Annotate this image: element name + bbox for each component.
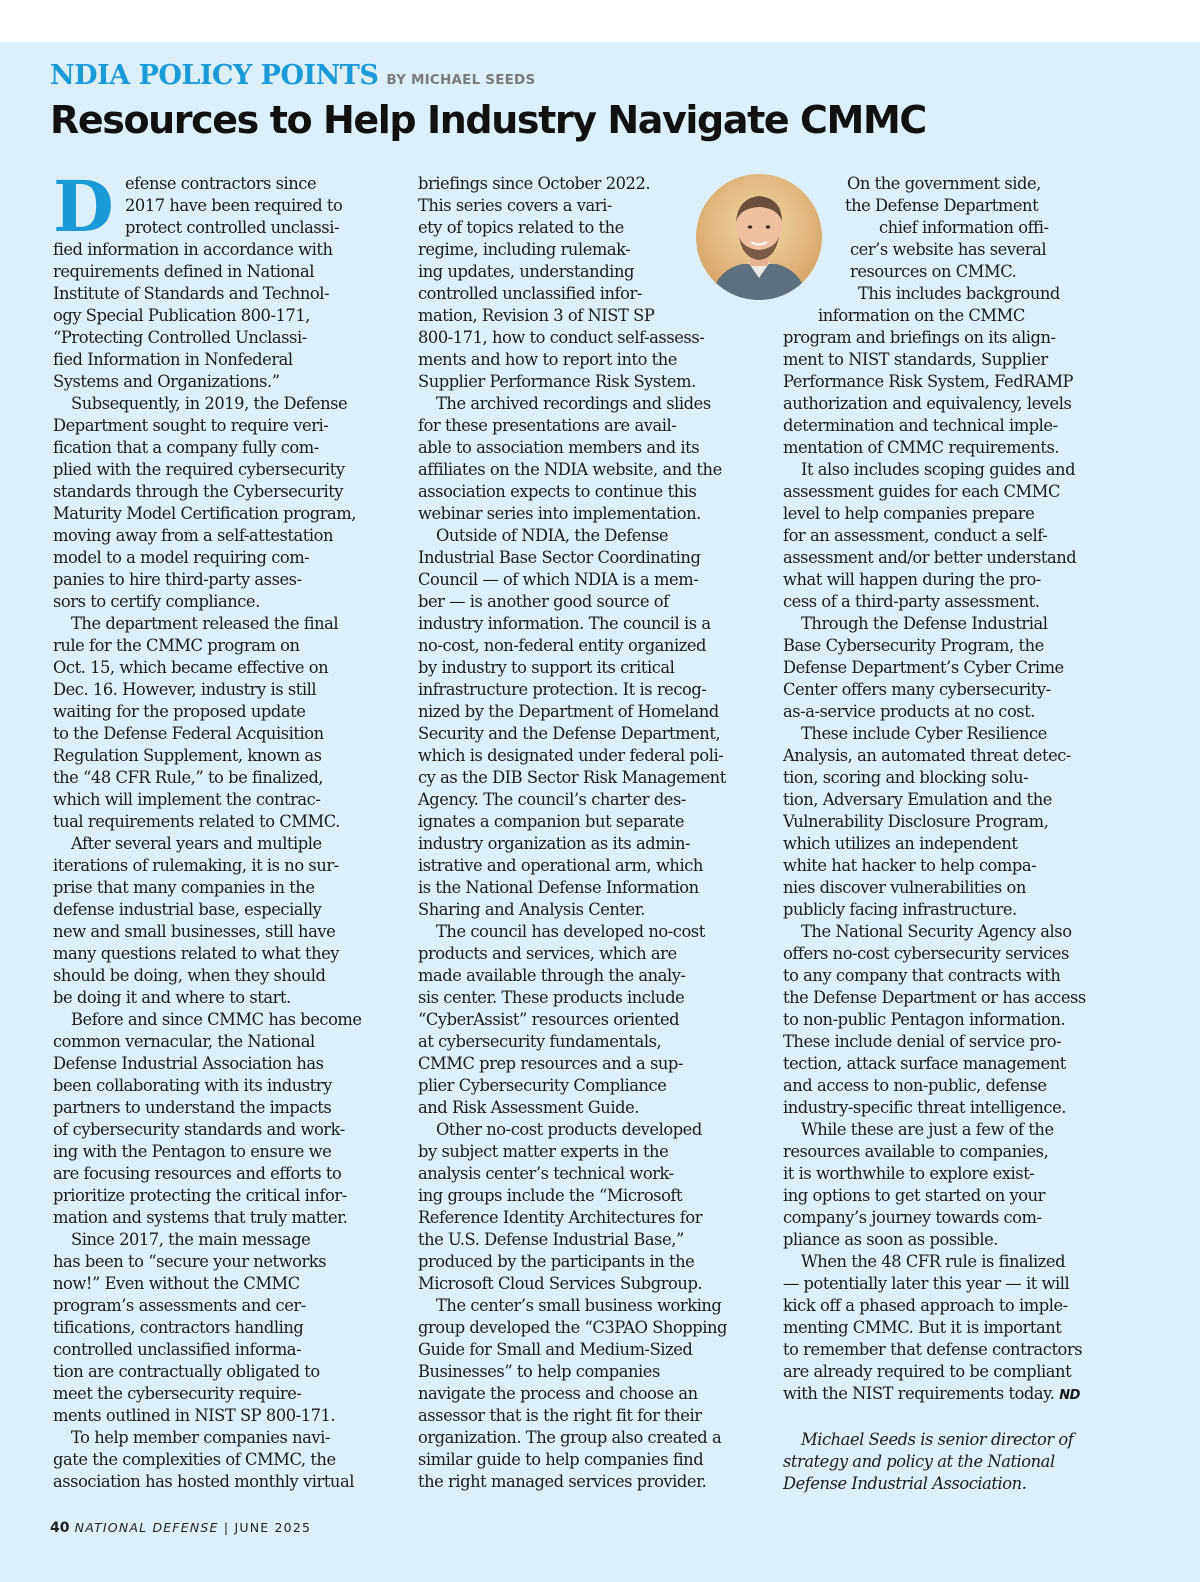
text-line: controlled unclassified infor- — [418, 284, 642, 303]
text-line: These include Cyber Resilience — [801, 724, 1047, 743]
text-line: ment to NIST standards, Supplier — [783, 350, 1048, 369]
text-line: menting CMMC. But it is important — [783, 1318, 1062, 1337]
text-line: resources on CMMC. — [850, 262, 1017, 281]
text-line: tion are contractually obligated to — [53, 1362, 320, 1381]
text-line: the Defense Department or has access — [783, 988, 1086, 1007]
text-line: The center’s small business working — [436, 1296, 722, 1315]
text-line: defense industrial base, especially — [53, 900, 322, 919]
text-line: requirements defined in National — [53, 262, 314, 281]
text-line: to any company that contracts with — [783, 966, 1061, 985]
text-line: Subsequently, in 2019, the Defense — [71, 394, 348, 413]
text-line: ety of topics related to the — [418, 218, 624, 237]
text-line: kick off a phased approach to imple- — [783, 1296, 1068, 1315]
text-line: information on the CMMC — [818, 306, 1025, 325]
last-line-text: with the NIST requirements today. — [783, 1384, 1055, 1403]
text-line: made available through the analy- — [418, 966, 686, 985]
text-line: Since 2017, the main message — [71, 1230, 311, 1249]
page-footer — [50, 1520, 311, 1536]
text-line: panies to hire third-party asses- — [53, 570, 302, 589]
text-line: ing options to get started on your — [783, 1186, 1045, 1205]
text-line: Supplier Performance Risk System. — [418, 372, 696, 391]
text-line: of cybersecurity standards and work- — [53, 1120, 345, 1139]
text-line: Outside of NDIA, the Defense — [436, 526, 669, 545]
text-line: fied Information in Nonfederal — [53, 350, 293, 369]
text-line: Analysis, an automated threat detec- — [783, 746, 1071, 765]
text-line: to remember that defense contractors — [783, 1340, 1083, 1359]
footer-separator: | — [223, 1520, 230, 1535]
text-line: Vulnerability Disclosure Program, — [783, 812, 1049, 831]
text-line: and access to non-public, defense — [783, 1076, 1047, 1095]
text-line: been collaborating with its industry — [53, 1076, 332, 1095]
text-line: Center offers many cybersecurity- — [783, 680, 1051, 699]
text-line: partners to understand the impacts — [53, 1098, 332, 1117]
text-line: prise that many companies in the — [53, 878, 315, 897]
article-kicker — [50, 60, 535, 100]
text-line: The archived recordings and slides — [436, 394, 711, 413]
text-line: as-a-service products at no cost. — [783, 702, 1036, 721]
text-line: Through the Defense Industrial — [801, 614, 1048, 633]
text-line: moving away from a self-attestation — [53, 526, 334, 545]
text-line: ments outlined in NIST SP 800-171. — [53, 1406, 336, 1425]
text-line: 2017 have been required to — [125, 196, 343, 215]
text-line: rule for the CMMC program on — [53, 636, 300, 655]
text-line: protect controlled unclassi- — [125, 218, 340, 237]
text-line: This includes background — [858, 284, 1060, 303]
column-3 — [783, 173, 1128, 1495]
text-line: Agency. The council’s charter des- — [418, 790, 686, 809]
text-line: now!” Even without the CMMC — [53, 1274, 300, 1293]
text-line: controlled unclassified informa- — [53, 1340, 302, 1359]
column-1 — [53, 165, 398, 1493]
text-line: 800-171, how to conduct self-assess- — [418, 328, 705, 347]
text-line: Businesses” to help companies — [418, 1362, 660, 1381]
text-line: Sharing and Analysis Center. — [418, 900, 645, 919]
text-line: ber — is another good source of — [418, 592, 669, 611]
text-line: After several years and multiple — [71, 834, 322, 853]
text-line: standards through the Cybersecurity — [53, 482, 344, 501]
text-line: These include denial of service pro- — [783, 1032, 1062, 1051]
text-line: Institute of Standards and Technol- — [53, 284, 330, 303]
text-line: assessor that is the right fit for their — [418, 1406, 702, 1425]
text-line: Defense Industrial Association has — [53, 1054, 324, 1073]
author-bio-line: Defense Industrial Association. — [783, 1474, 1027, 1493]
text-line: Regulation Supplement, known as — [53, 746, 322, 765]
text-line: infrastructure protection. It is recog- — [418, 680, 707, 699]
text-line: iterations of rulemaking, it is no sur- — [53, 856, 339, 875]
text-line: This series covers a vari- — [418, 196, 612, 215]
author-photo — [696, 174, 822, 300]
text-line: Maturity Model Certification program, — [53, 504, 357, 523]
text-line: To help member companies navi- — [71, 1428, 330, 1447]
text-line: group developed the “C3PAO Shopping — [418, 1318, 728, 1337]
author-bio-line: Michael Seeds is senior director of — [801, 1430, 1074, 1449]
text-line: Oct. 15, which became effective on — [53, 658, 329, 677]
text-line: sis center. These products include — [418, 988, 685, 1007]
text-line: sors to certify compliance. — [53, 592, 260, 611]
text-line: tifications, contractors handling — [53, 1318, 304, 1337]
text-line: to non-public Pentagon information. — [783, 1010, 1066, 1029]
text-line: no-cost, non-federal entity organized — [418, 636, 707, 655]
text-line: program and briefings on its align- — [783, 328, 1056, 347]
text-line: fication that a company fully com- — [53, 438, 319, 457]
text-line: mation, Revision 3 of NIST SP — [418, 306, 655, 325]
text-line: mation and systems that truly matter. — [53, 1208, 348, 1227]
text-line: While these are just a few of the — [801, 1120, 1054, 1139]
text-line: publicly facing infrastructure. — [783, 900, 1017, 919]
text-line: ments and how to report into the — [418, 350, 677, 369]
text-line: which will implement the contrac- — [53, 790, 321, 809]
text-line: Other no-cost products developed — [436, 1120, 702, 1139]
text-line: are already required to be compliant — [783, 1362, 1072, 1381]
text-line: offers no-cost cybersecurity services — [783, 944, 1069, 963]
text-line: “CyberAssist” resources oriented — [418, 1010, 680, 1029]
text-line: products and services, which are — [418, 944, 677, 963]
text-line: “Protecting Controlled Unclassi- — [53, 328, 307, 347]
text-line: plied with the required cybersecurity — [53, 460, 345, 479]
text-line: CMMC prep resources and a sup- — [418, 1054, 683, 1073]
text-line: plier Cybersecurity Compliance — [418, 1076, 667, 1095]
text-line: be doing it and where to start. — [53, 988, 291, 1007]
text-line: ing with the Pentagon to ensure we — [53, 1142, 332, 1161]
text-line: fied information in accordance with — [53, 240, 333, 259]
text-line: industry information. The council is a — [418, 614, 711, 633]
text-line: ogy Special Publication 800-171, — [53, 306, 310, 325]
text-line: It also includes scoping guides and — [801, 460, 1076, 479]
headline: Resources to Help Industry Navigate CMMC — [50, 98, 926, 142]
text-line: The National Security Agency also — [801, 922, 1072, 941]
text-line: — potentially later this year — it will — [783, 1274, 1070, 1293]
text-line: nized by the Department of Homeland — [418, 702, 719, 721]
text-line: meet the cybersecurity require- — [53, 1384, 302, 1403]
text-line: organization. The group also created a — [418, 1428, 722, 1447]
text-line: are focusing resources and efforts to — [53, 1164, 342, 1183]
text-line: Microsoft Cloud Services Subgroup. — [418, 1274, 703, 1293]
text-line: Base Cybersecurity Program, the — [783, 636, 1044, 655]
text-line: Industrial Base Sector Coordinating — [418, 548, 701, 567]
bio-spacer — [783, 1407, 1128, 1429]
byline: BY MICHAEL SEEDS — [386, 72, 536, 88]
text-line: efense contractors since — [125, 174, 317, 193]
text-line: which utilizes an independent — [783, 834, 1018, 853]
text-line: the right managed services provider. — [418, 1472, 707, 1491]
author-bio-line: strategy and policy at the National — [783, 1452, 1055, 1471]
page-number: 40 — [50, 1520, 70, 1536]
text-line: Department sought to require veri- — [53, 416, 329, 435]
text-line: ing updates, understanding — [418, 262, 634, 281]
text-line: common vernacular, the National — [53, 1032, 315, 1051]
text-line: determination and technical imple- — [783, 416, 1058, 435]
text-line: cer’s website has several — [850, 240, 1047, 259]
text-line: analysis center’s technical work- — [418, 1164, 674, 1183]
text-line: it is worthwhile to explore exist- — [783, 1164, 1035, 1183]
text-line: chief information offi- — [879, 218, 1049, 237]
text-line: industry-specific threat intelligence. — [783, 1098, 1066, 1117]
text-line: able to association members and its — [418, 438, 700, 457]
text-line: Dec. 16. However, industry is still — [53, 680, 317, 699]
text-line: level to help companies prepare — [783, 504, 1035, 523]
text-line: model to a model requiring com- — [53, 548, 310, 567]
drop-cap: D — [53, 165, 114, 248]
text-line: new and small businesses, still have — [53, 922, 336, 941]
text-line: which is designated under federal poli- — [418, 746, 724, 765]
text-line: to the Defense Federal Acquisition — [53, 724, 324, 743]
text-line: has been to “secure your networks — [53, 1252, 327, 1271]
text-line: association has hosted monthly virtual — [53, 1472, 354, 1491]
text-line: by subject matter experts in the — [418, 1142, 669, 1161]
text-line: white hat hacker to help compa- — [783, 856, 1037, 875]
text-line: industry organization as its admin- — [418, 834, 691, 853]
text-line: the “48 CFR Rule,” to be finalized, — [53, 768, 324, 787]
text-line: Security and the Defense Department, — [418, 724, 721, 743]
text-line: webinar series into implementation. — [418, 504, 701, 523]
text-line: tion, Adversary Emulation and the — [783, 790, 1052, 809]
text-line: tual requirements related to CMMC. — [53, 812, 340, 831]
text-line: should be doing, when they should — [53, 966, 326, 985]
text-line: assessment and/or better understand — [783, 548, 1077, 567]
text-line: tion, scoring and blocking solu- — [783, 768, 1029, 787]
text-line: tection, attack surface management — [783, 1054, 1066, 1073]
text-line: at cybersecurity fundamentals, — [418, 1032, 662, 1051]
text-line: produced by the participants in the — [418, 1252, 695, 1271]
text-line: program’s assessments and cer- — [53, 1296, 306, 1315]
text-line: ignates a companion but separate — [418, 812, 685, 831]
text-line: nies discover vulnerabilities on — [783, 878, 1026, 897]
text-line: Performance Risk System, FedRAMP — [783, 372, 1074, 391]
text-line: affiliates on the NDIA website, and the — [418, 460, 722, 479]
text-line: the U.S. Defense Industrial Base,” — [418, 1230, 684, 1249]
issue-date: JUNE 2025 — [234, 1520, 312, 1535]
text-line: gate the complexities of CMMC, the — [53, 1450, 336, 1469]
text-line: waiting for the proposed update — [53, 702, 306, 721]
text-line: Guide for Small and Medium-Sized — [418, 1340, 693, 1359]
text-line: similar guide to help companies find — [418, 1450, 704, 1469]
text-line: Council — of which NDIA is a mem- — [418, 570, 699, 589]
text-line — [783, 1383, 1128, 1407]
text-line: navigate the process and choose an — [418, 1384, 698, 1403]
text-line: briefings since October 2022. — [418, 174, 651, 193]
text-line: regime, including rulemak- — [418, 240, 631, 259]
section-title: NDIA POLICY POINTS — [50, 60, 379, 91]
column-2 — [418, 173, 763, 1493]
text-line: by industry to support its critical — [418, 658, 675, 677]
text-line: the Defense Department — [845, 196, 1039, 215]
text-line: cess of a third-party assessment. — [783, 592, 1040, 611]
text-line: prioritize protecting the critical infor- — [53, 1186, 347, 1205]
text-line: and Risk Assessment Guide. — [418, 1098, 639, 1117]
text-line: what will happen during the pro- — [783, 570, 1041, 589]
text-line: Before and since CMMC has become — [71, 1010, 362, 1029]
text-line: association expects to continue this — [418, 482, 697, 501]
text-line: resources available to companies, — [783, 1142, 1049, 1161]
text-line: for these presentations are avail- — [418, 416, 677, 435]
text-line: mentation of CMMC requirements. — [783, 438, 1060, 457]
text-line: Reference Identity Architectures for — [418, 1208, 703, 1227]
text-line: authorization and equivalency, levels — [783, 394, 1072, 413]
end-mark: ND — [1059, 1388, 1080, 1403]
text-line: istrative and operational arm, which — [418, 856, 703, 875]
text-line: When the 48 CFR rule is finalized — [801, 1252, 1066, 1271]
text-line: Systems and Organizations.” — [53, 372, 280, 391]
magazine-name: NATIONAL DEFENSE — [74, 1520, 219, 1535]
text-line: ing groups include the “Microsoft — [418, 1186, 683, 1205]
text-line: is the National Defense Information — [418, 878, 699, 897]
text-line: The council has developed no-cost — [436, 922, 705, 941]
text-line: for an assessment, conduct a self- — [783, 526, 1048, 545]
text-line: assessment guides for each CMMC — [783, 482, 1060, 501]
text-line: Defense Department’s Cyber Crime — [783, 658, 1064, 677]
text-line: pliance as soon as possible. — [783, 1230, 999, 1249]
text-line: many questions related to what they — [53, 944, 340, 963]
text-line: company’s journey towards com- — [783, 1208, 1042, 1227]
text-line: The department released the final — [71, 614, 339, 633]
text-line: cy as the DIB Sector Risk Management — [418, 768, 726, 787]
text-line: On the government side, — [847, 174, 1041, 193]
